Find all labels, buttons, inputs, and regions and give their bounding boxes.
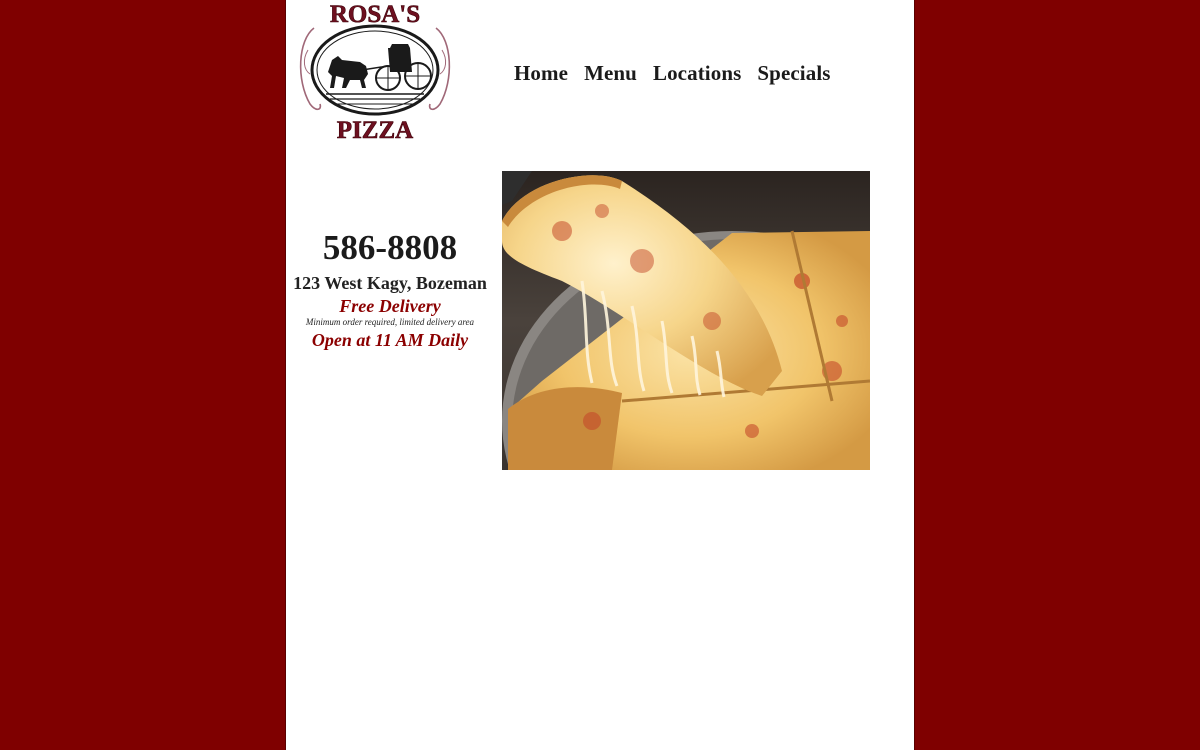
nav-menu[interactable]: Menu [584, 61, 637, 85]
svg-text:PIZZA: PIZZA [336, 117, 414, 144]
rosas-pizza-logo-image [292, 0, 458, 146]
logo[interactable] [292, 0, 458, 146]
free-delivery-text: Free Delivery [339, 296, 441, 316]
address: 123 West Kagy, Bozeman [293, 273, 487, 293]
cheese-pizza-image [502, 171, 870, 470]
nav-locations[interactable]: Locations [652, 61, 742, 85]
contact-info [292, 230, 488, 349]
hours-text: Open at 11 AM Daily [311, 330, 469, 350]
phone-number: 586-8808 [322, 228, 458, 267]
delivery-note: Minimum order required, limited delivery area [305, 317, 475, 327]
nav-home[interactable]: Home [514, 61, 569, 85]
nav-specials[interactable]: Specials [757, 61, 831, 85]
main-page [286, 0, 914, 750]
main-nav [514, 61, 831, 86]
svg-text:ROSA'S: ROSA'S [329, 1, 421, 28]
pizza-photo [502, 171, 870, 470]
